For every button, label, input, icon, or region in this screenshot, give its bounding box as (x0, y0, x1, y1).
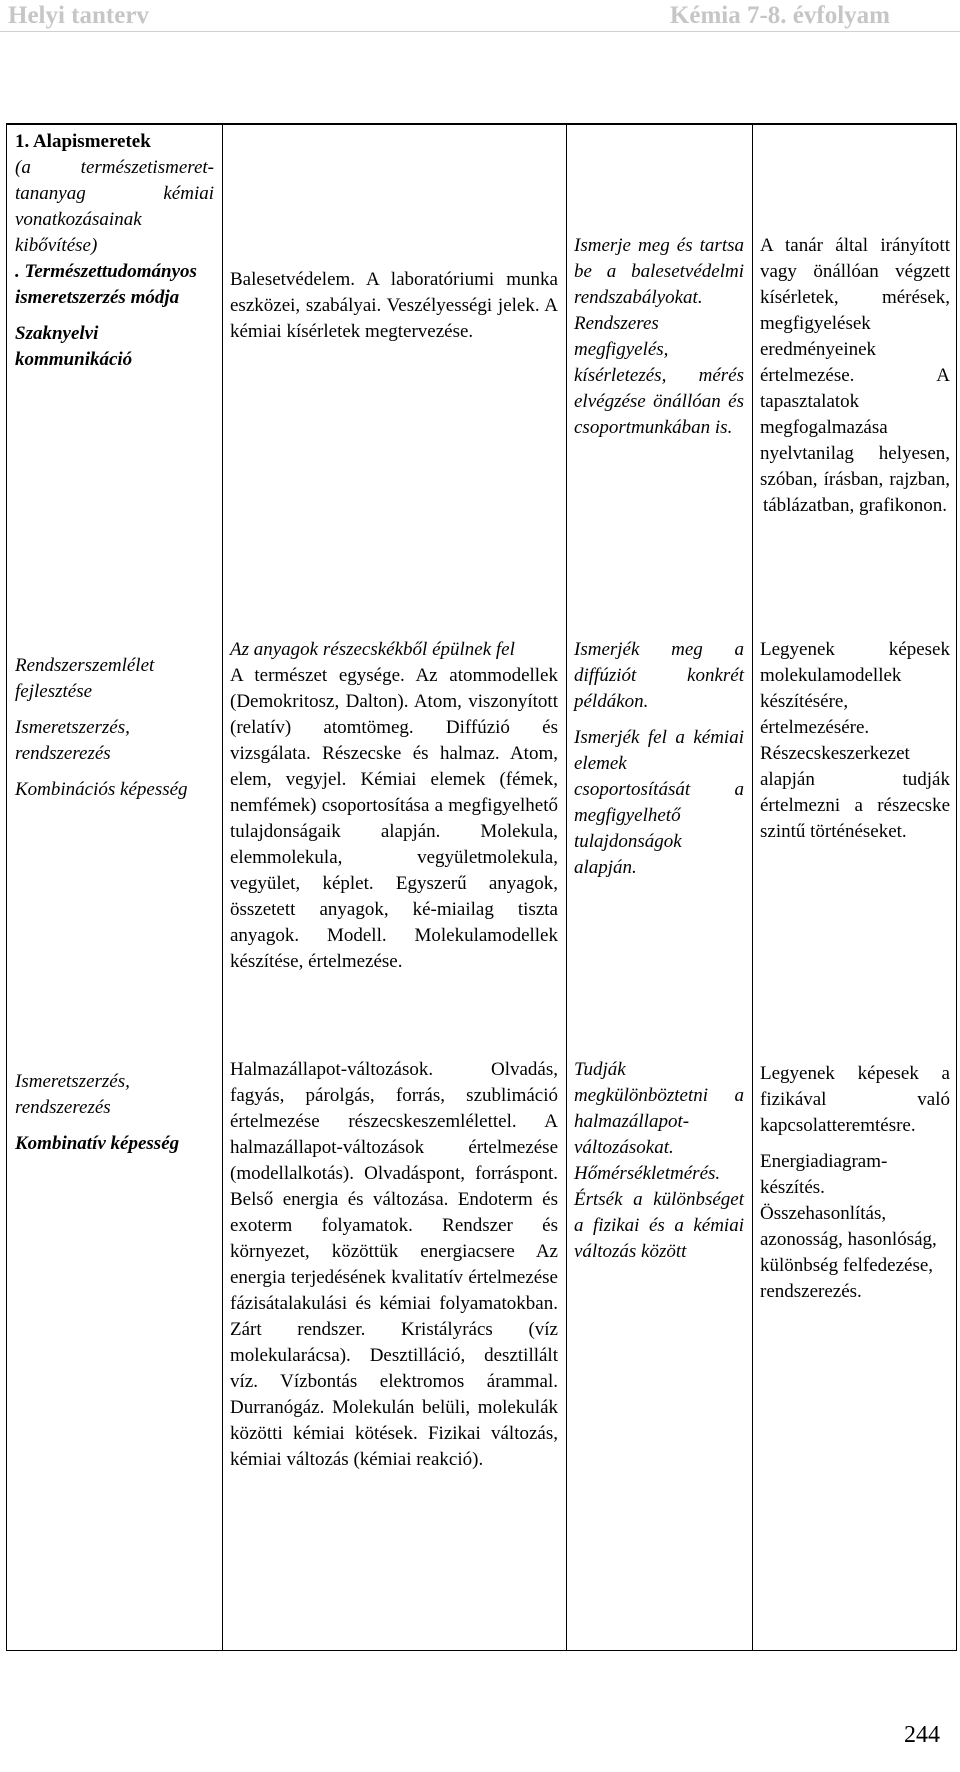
page-number: 244 (904, 1722, 940, 1748)
activities-block-1 (760, 233, 950, 519)
page-header (0, 0, 960, 32)
content-column (222, 125, 566, 1650)
activity-physics-link: Legyenek képesek a fizikával való kapcsolatteremtésre. (760, 1063, 950, 1136)
topic-heading-block (15, 129, 214, 383)
requirements-block-1 (574, 233, 744, 441)
topic-block-2 (15, 653, 214, 813)
curriculum-table (6, 123, 957, 1651)
content-particles-body: A természet egysége. Az atommodellek (Demokritosz, Dalton). Atom, viszonyított (relatív) atomtömeg. Diffúzió és vizsgálata. Részecske és halmaz. Atom, elem, vegyjel. Kémiai elemek (fémek, nemfémek) csoportosítása a megfigyelhető tulajdonságaik alapján. Molekula, elemmolekula, vegyületmolekula, vegyület, képlet. Egyszerű anyagok, összetett anyagok, ké-miailag tiszta anyagok. Modell. Molekulamodellek készítése, értelmezése. (230, 665, 558, 972)
requirement-phase-changes: Tudják megkülönböztetni a halmazállapot-változásokat. Hőmérsékletmérés. Értsék a különbséget a fizikai és a kémiai változás között (574, 1059, 744, 1262)
topic-heading-sub: (a természetismeret-tananyag kémiai vonatkozásainak kibővítése) (15, 157, 214, 256)
activity-experiments: A tanár által irányított vagy önállóan végzett kísérletek, mérések, megfigyelések eredményeinek értelmezése. A tapasztalatok megfogalmazása nyelvtanilag helyesen, szóban, írásban, rajzban, táblázatban, grafikonon. (760, 235, 950, 516)
requirement-safety: Ismerje meg és tartsa be a balesetvédelmi rendszabályokat. Rendszeres megfigyelés, kísérletezés, mérés elvégzése önállóan és csoportmunkában is. (574, 235, 744, 438)
requirement-elements: Ismerjék fel a kémiai elemek csoportosítását a megfigyelhető tulajdonságok alapján. (574, 727, 744, 878)
topic-column (7, 125, 222, 1650)
topic-knowledge-acquisition: Ismeretszerzés, rendszerezés (15, 717, 130, 764)
header-right-title: Kémia 7-8. évfolyam (669, 2, 890, 29)
activity-comparison: Összehasonlítás, azonosság, hasonlóság, különbség felfedezése, rendszerezés. (760, 1203, 937, 1302)
requirement-diffusion: Ismerjék meg a diffúziót konkrét példákon. (574, 639, 744, 712)
content-safety: Balesetvédelem. A laboratóriumi munka eszközei, szabályai. Veszélyességi jelek. A kémiai kísérletek megtervezése. (230, 269, 558, 342)
activities-column (752, 125, 958, 1650)
content-particles-title: Az anyagok részecskékből épülnek fel (230, 639, 515, 660)
activity-energy-diagram: Energiadiagram-készítés. (760, 1151, 888, 1198)
topic-combinative-skill: Kombinatív képesség (15, 1133, 180, 1154)
topic-communication: Szaknyelvi kommunikáció (15, 323, 133, 370)
content-block-1 (230, 267, 558, 345)
requirements-column (566, 125, 752, 1650)
activities-block-2 (760, 637, 950, 845)
requirements-block-3 (574, 1057, 744, 1265)
header-left-title: Helyi tanterv (8, 2, 149, 29)
topic-heading: 1. Alapismeretek (15, 131, 151, 152)
content-block-2 (230, 637, 558, 975)
topic-heading-method: . Természettudományos ismeretszerzés módja (15, 261, 197, 308)
requirements-block-2 (574, 637, 744, 881)
topic-knowledge-acquisition-2: Ismeretszerzés, rendszerezés (15, 1071, 130, 1118)
topic-block-3 (15, 1069, 214, 1167)
topic-combination-skill: Kombinációs képesség (15, 779, 188, 800)
topic-systems-thinking: Rendszerszemlélet fejlesztése (15, 655, 155, 702)
activity-molecule-models: Legyenek képesek molekulamodellek készítésére, értelmezésére. (760, 639, 950, 738)
activity-particle-structure: Részecskeszerkezet alapján tudják értelmezni a részecske szintű történéseket. (760, 743, 950, 842)
activities-block-3 (760, 1061, 950, 1305)
content-phase-changes: Halmazállapot-változások. Olvadás, fagyás, párolgás, forrás, szublimáció értelmezése részecskeszemlélettel. A halmazállapot-változások értelmezése (modellalkotás). Olvadáspont, forráspont. Belső energia és változása. Endoterm és exoterm folyamatok. Rendszer és környezet, közöttük energiacsere Az energia terjedésének kvalitatív értelmezése fázisátalakulási és kémiai folyamatokban. Zárt rendszer. Kristályrács (víz molekularácsa). Desztilláció, desztillált víz. Vízbontás elektromos árammal. Durranógáz. Molekulán belüli, molekulák közötti kémiai kötések. Fizikai változás, kémiai változás (kémiai reakció). (230, 1059, 558, 1470)
content-block-3 (230, 1057, 558, 1473)
